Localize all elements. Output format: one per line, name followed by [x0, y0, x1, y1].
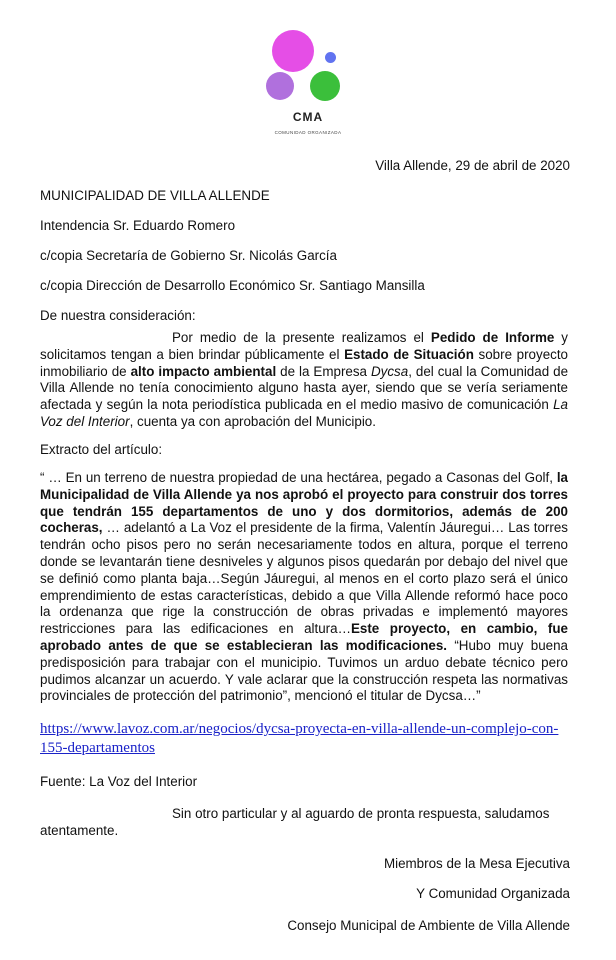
- recipient-municipality: MUNICIPALIDAD DE VILLA ALLENDE: [40, 188, 270, 203]
- request-paragraph: Por medio de la presente realizamos el Pedido de Informe y solicitamos tengan a bien brindar públicamente el Estado de Situación sobre proyecto inmobiliario de alto impacto ambiental de la Empresa Dycsa, del cual la Comunidad de Villa Allende no tenía conocimiento alguno hasta ayer, siendo que se vería seriamente afectada y según la nota periodística publicada en el medio masivo de comunicación La Voz del Interior, cuenta ya con aprobación del Municipio.: [40, 330, 569, 429]
- logo-title: CMA: [292, 110, 324, 124]
- recipient-intendencia: Intendencia Sr. Eduardo Romero: [40, 218, 236, 233]
- logo-subtitle: COMUNIDAD ORGANIZADA: [274, 130, 342, 135]
- article-quote: “ … En un terreno de nuestra propiedad de una hectárea, pegado a Casonas del Golf, la Municipalidad de Villa Allende ya nos aprobó el proyecto para construir dos torres que tendrán 155 departamentos de uno y dos dormitorios, además de 200 cocheras, … adelantó a La Voz el presidente de la firma, Valentín Jáuregui… Las torres tendrán ocho pisos pero no serán necesariamente todos en altura, porque el terreno donde se levantarán tiene desniveles y algunos pisos quedarán por debajo del nivel que se definió como planta baja…Según Jáuregui, al menos en el corto plazo será el único emprendimiento de estas características, debido a que Villa Allende reformó hace poco la ordenanza que rige la construcción de obras privadas e implementó mayores restricciones para las edificaciones en altura…Este proyecto, en cambio, fue aprobado antes de que se establecieran las modificaciones. “Hubo muy buena predisposición para trabajar con el municipio. Tuvimos un arduo debate técnico pero pudimos alcanzar un acuerdo. Y vale aclarar que la construcción respeta las normativas provinciales de protección del patrimonio”, mencionó el titular de Dycsa…”: [40, 470, 568, 704]
- article-link[interactable]: https://www.lavoz.com.ar/negocios/dycsa-proyecta-en-villa-allende-un-complejo-con- 155-departamentos: [40, 721, 559, 756]
- source-line: Fuente: La Voz del Interior: [40, 774, 198, 789]
- recipient-copy-gobierno: c/copia Secretaría de Gobierno Sr. Nicolás García: [40, 248, 337, 263]
- blue-dot-icon: [325, 52, 336, 63]
- signature-consejo: Consejo Municipal de Ambiente de Villa Allende: [287, 918, 570, 933]
- closing-paragraph: Sin otro particular y al aguardo de pronta respuesta, saludamos atentamente.: [40, 806, 550, 838]
- signature-comunidad: Y Comunidad Organizada: [416, 886, 570, 901]
- green-circle-icon: [310, 71, 340, 101]
- letter-date: Villa Allende, 29 de abril de 2020: [375, 158, 570, 173]
- signature-mesa-ejecutiva: Miembros de la Mesa Ejecutiva: [383, 856, 570, 871]
- extract-heading: Extracto del artículo:: [40, 442, 163, 457]
- recipient-copy-desarrollo: c/copia Dirección de Desarrollo Económico Sr. Santiago Mansilla: [40, 278, 425, 293]
- pink-circle-icon: [272, 30, 314, 72]
- cma-logo: [262, 28, 354, 140]
- greeting: De nuestra consideración:: [40, 308, 196, 323]
- purple-circle-icon: [266, 72, 294, 100]
